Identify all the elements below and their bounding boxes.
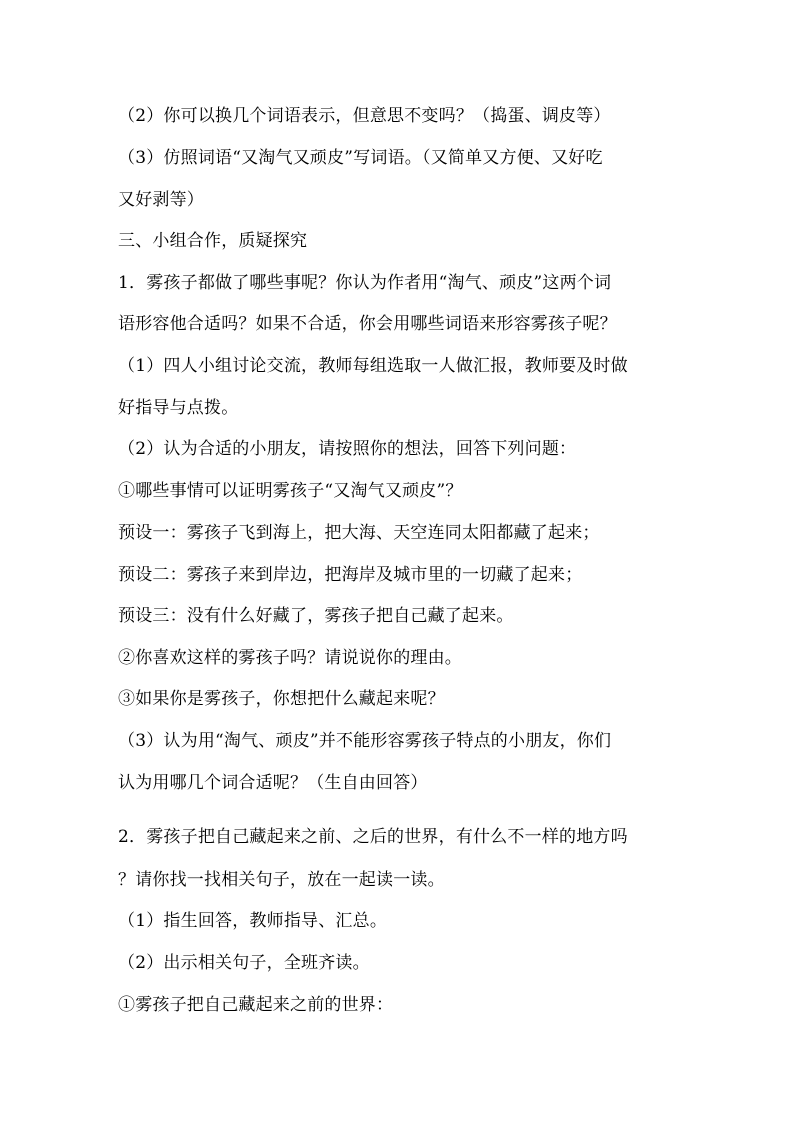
section-heading: 三、小组合作，质疑探究 [118, 231, 308, 251]
text-line: 2．雾孩子把自己藏起来之前、之后的世界，有什么不一样的地方吗 [118, 827, 628, 847]
text-line: 语形容他合适吗？如果不合适，你会用哪些词语来形容雾孩子呢？ [118, 314, 617, 334]
text-line: 预设三：没有什么好藏了，雾孩子把自己藏了起来。 [118, 606, 514, 626]
text-line: ①雾孩子把自己藏起来之前的世界： [118, 995, 394, 1015]
text-line: （3）认为用“淘气、顽皮”并不能形容雾孩子特点的小朋友，你们 [118, 731, 612, 751]
text-line: （2）认为合适的小朋友，请按照你的想法，回答下列问题： [118, 439, 577, 459]
text-line: ③如果你是雾孩子，你想把什么藏起来呢？ [118, 689, 445, 709]
text-line: （2）你可以换几个词语表示，但意思不变吗？（捣蛋、调皮等） [118, 106, 611, 126]
text-line: 好指导与点拨。 [118, 398, 239, 418]
text-line: 预设二：雾孩子来到岸边，把海岸及城市里的一切藏了起来； [118, 565, 583, 585]
text-line: （3）仿照词语“又淘气又顽皮”写词语。（又简单又方便、又好吃 [118, 148, 603, 168]
text-line: 预设一：雾孩子飞到海上，把大海、天空连同太阳都藏了起来； [118, 523, 600, 543]
text-line: （2）出示相关句子，全班齐读。 [118, 953, 370, 973]
text-line: ？请你找一找相关句子，放在一起读一读。 [118, 870, 445, 890]
text-line: 1．雾孩子都做了哪些事呢？你认为作者用“淘气、顽皮”这两个词 [118, 273, 612, 293]
text-line: 认为用哪几个词合适呢？（生自由回答） [118, 773, 428, 793]
text-line: （1）指生回答，教师指导、汇总。 [118, 911, 388, 931]
text-line: 又好剥等） [118, 190, 204, 210]
text-line: ②你喜欢这样的雾孩子吗？请说说你的理由。 [118, 648, 462, 668]
text-line: ①哪些事情可以证明雾孩子“又淘气又顽皮”？ [118, 481, 463, 501]
text-line: （1）四人小组讨论交流，教师每组选取一人做汇报，教师要及时做 [118, 356, 628, 376]
